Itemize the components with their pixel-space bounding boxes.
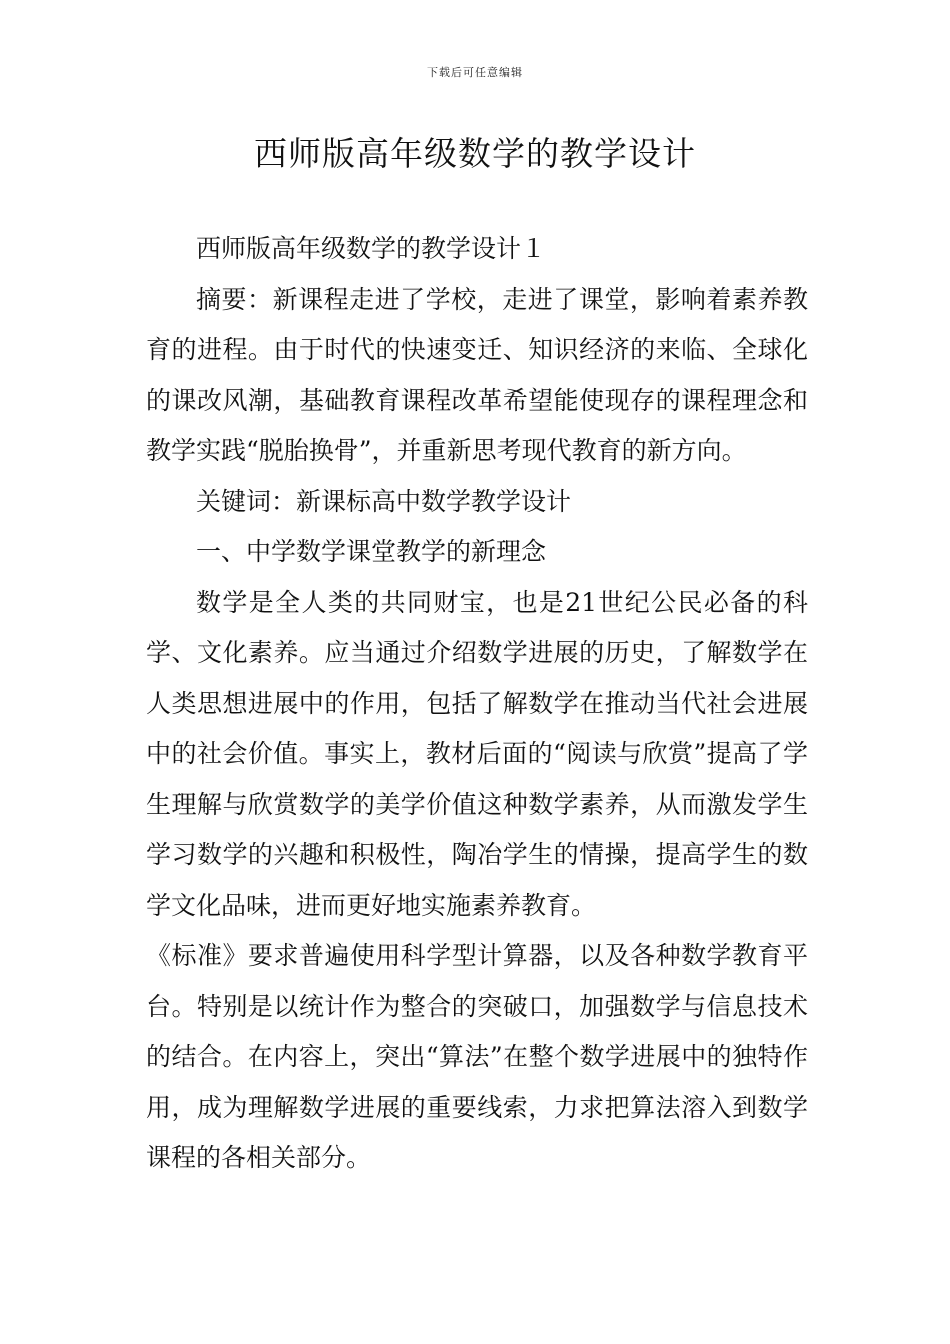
header-note: 下载后可任意编辑 — [427, 66, 523, 79]
keywords-paragraph: 关键词：新课标高中数学教学设计 — [196, 486, 572, 516]
document-body — [146, 224, 808, 1184]
abstract-paragraph: 摘要：新课程走进了学校，走进了课堂，影响着素养教育的进程。由于时代的快速变迁、知识经济的来临、全球化的课改风潮，基础教育课程改革希望能使现存的课程理念和教学实践“脱胎换骨”，并重新思考现代教育的新方向。 — [146, 284, 808, 465]
body-paragraph: 《标准》要求普遍使用科学型计算器，以及各种数学教育平台。特别是以统计作为整合的突破口，加强数学与信息技术的结合。在内容上，突出“算法”在整个数学进展中的独特作用，成为理解数学进展的重要线索，力求把算法溶入到数学课程的各相关部分。 — [146, 941, 808, 1172]
document-title: 西师版高年级数学的教学设计 — [254, 134, 696, 173]
section-heading: 一、中学数学课堂教学的新理念 — [196, 537, 547, 566]
body-paragraph: 数学是全人类的共同财宝，也是21世纪公民必备的科学、文化素养。应当通过介绍数学进展的历史，了解数学在人类思想进展中的作用，包括了解数学在推动当代社会进展中的社会价值。事实上，教材后面的“阅读与欣赏”提高了学生理解与欣赏数学的美学价值这种数学素养，从而激发学生学习数学的兴趣和积极性，陶冶学生的情操，提高学生的数学文化品味，进而更好地实施素养教育。 — [146, 587, 808, 920]
subtitle-paragraph: 西师版高年级数学的教学设计１ — [196, 234, 547, 263]
